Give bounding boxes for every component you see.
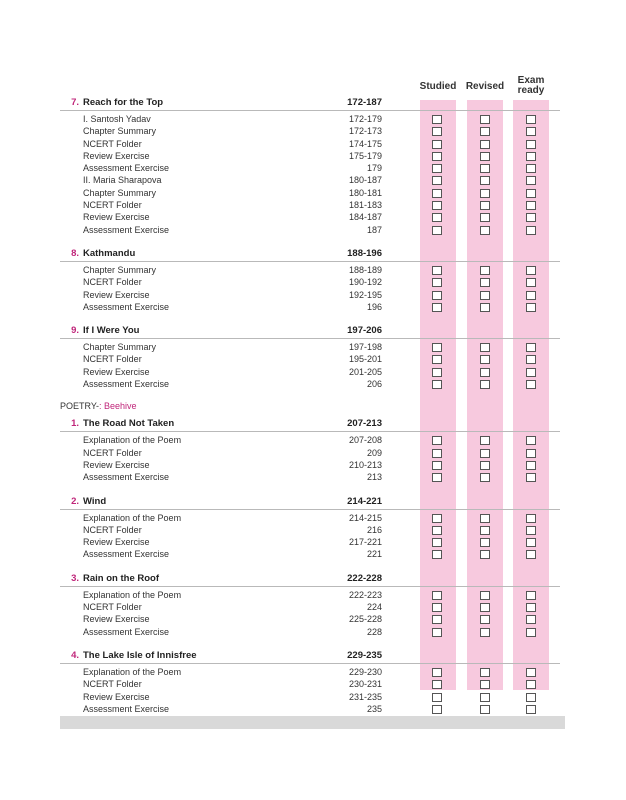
list-item (60, 704, 560, 716)
list-item (60, 692, 560, 704)
topic-pages: 206 (366, 379, 382, 390)
exam-ready-checkbox[interactable] (526, 152, 536, 161)
studied-checkbox[interactable] (432, 152, 442, 161)
topic-label: Explanation of the Poem (83, 589, 182, 600)
list-item (60, 513, 560, 525)
topic-label: Assessment Exercise (83, 549, 170, 560)
exam-ready-checkbox[interactable] (526, 266, 536, 275)
topic-label: Review Exercise (83, 537, 150, 548)
topic-label: Review Exercise (83, 150, 150, 161)
chapter-page-range: 229-235 (347, 649, 382, 661)
chapter-heading (60, 246, 560, 262)
studied-checkbox[interactable] (432, 668, 442, 677)
revised-checkbox[interactable] (480, 538, 490, 547)
list-item (60, 549, 560, 561)
revised-checkbox[interactable] (480, 591, 490, 600)
exam-ready-checkbox[interactable] (526, 526, 536, 535)
revised-checkbox[interactable] (480, 668, 490, 677)
chapter (60, 323, 560, 391)
revised-checkbox[interactable] (480, 176, 490, 185)
exam-ready-checkbox[interactable] (526, 176, 536, 185)
list-item (60, 472, 560, 484)
topic-label: Chapter Summary (83, 264, 157, 275)
topic-label: Chapter Summary (83, 342, 157, 353)
chapter-title: Kathmandu (83, 247, 136, 259)
topic-pages: 207-208 (348, 435, 382, 446)
topic-pages: 224 (366, 602, 382, 613)
topic-pages: 180-187 (348, 175, 382, 186)
list-item (60, 627, 560, 639)
chapter-title: The Lake Isle of Innisfree (83, 649, 197, 661)
topic-label: Review Exercise (83, 459, 150, 470)
studied-checkbox[interactable] (432, 355, 442, 364)
topic-pages: 180-181 (348, 187, 382, 198)
chapter (60, 571, 560, 639)
topic-label: Review Exercise (83, 212, 150, 223)
contents-list (60, 95, 560, 725)
chapter-heading (60, 95, 560, 111)
exam-ready-checkbox[interactable] (526, 140, 536, 149)
list-item (60, 342, 560, 354)
revised-checkbox[interactable] (480, 226, 490, 235)
poetry-chapters (60, 416, 560, 716)
list-item (60, 139, 560, 151)
exam-ready-checkbox[interactable] (526, 668, 536, 677)
topic-pages: 217-221 (348, 537, 382, 548)
list-item (60, 212, 560, 224)
footer-bar (60, 716, 565, 729)
topic-label: Review Exercise (83, 614, 150, 625)
list-item (60, 225, 560, 237)
topic-label: II. Maria Sharapova (83, 175, 162, 186)
topic-pages: 192-195 (348, 289, 382, 300)
studied-checkbox[interactable] (432, 538, 442, 547)
studied-checkbox[interactable] (432, 591, 442, 600)
topic-pages: 225-228 (348, 614, 382, 625)
chapter-page-range: 214-221 (347, 495, 382, 507)
revised-checkbox[interactable] (480, 514, 490, 523)
studied-checkbox[interactable] (432, 164, 442, 173)
chapter-heading (60, 323, 560, 339)
list-item (60, 126, 560, 138)
chapter-number: 4. (71, 649, 79, 661)
revised-checkbox[interactable] (480, 303, 490, 312)
revised-checkbox[interactable] (480, 213, 490, 222)
chapter-number: 8. (71, 247, 79, 259)
revised-checkbox[interactable] (480, 152, 490, 161)
exam-ready-checkbox[interactable] (526, 436, 536, 445)
studied-checkbox[interactable] (432, 449, 442, 458)
topic-pages: 190-192 (348, 277, 382, 288)
exam-ready-checkbox[interactable] (526, 127, 536, 136)
studied-header: Studied (419, 81, 457, 92)
topic-label: NCERT Folder (83, 679, 142, 690)
studied-checkbox[interactable] (432, 550, 442, 559)
revised-checkbox[interactable] (480, 380, 490, 389)
chapter-title: If I Were You (83, 325, 140, 337)
exam-ready-checkbox[interactable] (526, 368, 536, 377)
list-item (60, 114, 560, 126)
chapter-number: 2. (71, 495, 79, 507)
studied-checkbox[interactable] (432, 127, 442, 136)
exam-ready-header-line2: ready (517, 85, 545, 96)
chapter (60, 246, 560, 314)
topic-label: Review Exercise (83, 691, 150, 702)
exam-ready-checkbox[interactable] (526, 278, 536, 287)
prose-chapters (60, 95, 560, 391)
topic-pages: 221 (366, 549, 382, 560)
studied-checkbox[interactable] (432, 628, 442, 637)
topic-pages: 235 (366, 703, 382, 714)
revised-checkbox[interactable] (480, 266, 490, 275)
topic-label: I. Santosh Yadav (83, 114, 151, 124)
revised-checkbox[interactable] (480, 189, 490, 198)
poetry-section-label (60, 400, 560, 412)
studied-checkbox[interactable] (432, 176, 442, 185)
revised-checkbox[interactable] (480, 127, 490, 136)
chapter-page-range: 188-196 (347, 247, 382, 259)
list-item (60, 367, 560, 379)
topic-label: NCERT Folder (83, 138, 142, 149)
list-item (60, 448, 560, 460)
studied-checkbox[interactable] (432, 368, 442, 377)
revised-checkbox[interactable] (480, 201, 490, 210)
list-item (60, 525, 560, 537)
topic-label: NCERT Folder (83, 447, 142, 458)
revised-checkbox[interactable] (480, 603, 490, 612)
studied-checkbox[interactable] (432, 461, 442, 470)
topic-pages: 201-205 (348, 366, 382, 377)
exam-ready-checkbox[interactable] (526, 603, 536, 612)
exam-ready-checkbox[interactable] (526, 189, 536, 198)
studied-checkbox[interactable] (432, 213, 442, 222)
topic-label: Assessment Exercise (83, 224, 170, 235)
exam-ready-checkbox[interactable] (526, 461, 536, 470)
studied-checkbox[interactable] (432, 343, 442, 352)
revised-checkbox[interactable] (480, 140, 490, 149)
studied-checkbox[interactable] (432, 680, 442, 689)
exam-ready-checkbox[interactable] (526, 291, 536, 300)
chapter-title: Reach for the Top (83, 97, 164, 108)
revised-checkbox[interactable] (480, 473, 490, 482)
topic-pages: 172-173 (348, 126, 382, 137)
list-item (60, 667, 560, 679)
topic-label: NCERT Folder (83, 277, 142, 288)
list-item (60, 188, 560, 200)
topic-label: Chapter Summary (83, 126, 157, 137)
revised-checkbox[interactable] (480, 628, 490, 637)
revised-checkbox[interactable] (480, 368, 490, 377)
exam-ready-checkbox[interactable] (526, 343, 536, 352)
studied-checkbox[interactable] (432, 514, 442, 523)
list-item (60, 435, 560, 447)
studied-checkbox[interactable] (432, 436, 442, 445)
topic-pages: 196 (366, 301, 382, 312)
exam-ready-checkbox[interactable] (526, 164, 536, 173)
list-item (60, 277, 560, 289)
revised-checkbox[interactable] (480, 461, 490, 470)
topic-label: NCERT Folder (83, 602, 142, 613)
chapter-page-range: 222-228 (347, 572, 382, 584)
studied-checkbox[interactable] (432, 140, 442, 149)
list-item (60, 265, 560, 277)
exam-ready-checkbox[interactable] (526, 705, 536, 714)
topic-label: Assessment Exercise (83, 301, 170, 312)
studied-checkbox[interactable] (432, 526, 442, 535)
list-item (60, 679, 560, 691)
studied-checkbox[interactable] (432, 189, 442, 198)
revised-checkbox[interactable] (480, 449, 490, 458)
list-item (60, 354, 560, 366)
topic-pages: 216 (366, 524, 382, 535)
exam-ready-checkbox[interactable] (526, 628, 536, 637)
chapter-title: Rain on the Roof (83, 572, 159, 584)
revised-checkbox[interactable] (480, 693, 490, 702)
list-item (60, 590, 560, 602)
list-item (60, 175, 560, 187)
exam-ready-header-line1: Exam (517, 75, 545, 86)
revised-header: Revised (465, 81, 505, 92)
exam-ready-checkbox[interactable] (526, 473, 536, 482)
list-item (60, 163, 560, 175)
chapter-heading (60, 494, 560, 510)
topic-pages: 174-175 (348, 138, 382, 149)
exam-ready-checkbox[interactable] (526, 449, 536, 458)
revised-checkbox[interactable] (480, 164, 490, 173)
exam-ready-checkbox[interactable] (526, 380, 536, 389)
exam-ready-header (501, 76, 561, 96)
topic-pages: 228 (366, 626, 382, 637)
exam-ready-checkbox[interactable] (526, 591, 536, 600)
chapter-page-range: 197-206 (347, 325, 382, 337)
chapter-number: 3. (71, 572, 79, 584)
revised-checkbox[interactable] (480, 291, 490, 300)
exam-ready-checkbox[interactable] (526, 213, 536, 222)
topic-label: Explanation of the Poem (83, 666, 182, 677)
exam-ready-checkbox[interactable] (526, 201, 536, 210)
list-item (60, 302, 560, 314)
topic-label: Assessment Exercise (83, 626, 170, 637)
studied-checkbox[interactable] (432, 615, 442, 624)
studied-checkbox[interactable] (432, 693, 442, 702)
exam-ready-checkbox[interactable] (526, 355, 536, 364)
studied-checkbox[interactable] (432, 115, 442, 124)
topic-label: Assessment Exercise (83, 163, 170, 174)
revised-checkbox[interactable] (480, 278, 490, 287)
exam-ready-checkbox[interactable] (526, 538, 536, 547)
exam-ready-checkbox[interactable] (526, 226, 536, 235)
topic-pages: 229-230 (348, 666, 382, 677)
topic-pages: 210-213 (348, 459, 382, 470)
topic-pages: 230-231 (348, 679, 382, 690)
studied-checkbox[interactable] (432, 226, 442, 235)
revised-checkbox[interactable] (480, 526, 490, 535)
poetry-section-prefix: POETRY- (60, 401, 100, 412)
topic-pages: 181-183 (348, 200, 382, 211)
chapter-heading (60, 571, 560, 587)
topic-label: Review Exercise (83, 366, 150, 377)
chapter (60, 416, 560, 484)
chapter-number: 9. (71, 325, 79, 337)
topic-pages: 195-201 (348, 354, 382, 365)
revised-checkbox[interactable] (480, 355, 490, 364)
list-item (60, 460, 560, 472)
topic-label: Assessment Exercise (83, 703, 170, 714)
chapter-title: The Road Not Taken (83, 418, 175, 430)
topic-pages: 213 (366, 472, 382, 483)
topic-pages: 188-189 (348, 264, 382, 275)
list-item (60, 200, 560, 212)
list-item (60, 379, 560, 391)
topic-label: Review Exercise (83, 289, 150, 300)
studied-checkbox[interactable] (432, 291, 442, 300)
list-item (60, 602, 560, 614)
topic-label: NCERT Folder (83, 354, 142, 365)
chapter-page-range: 207-213 (347, 418, 382, 430)
topic-pages: 231-235 (348, 691, 382, 702)
chapter-heading (60, 648, 560, 664)
studied-checkbox[interactable] (432, 303, 442, 312)
topic-label: NCERT Folder (83, 200, 142, 211)
studied-checkbox[interactable] (432, 201, 442, 210)
revised-checkbox[interactable] (480, 343, 490, 352)
topic-label: Assessment Exercise (83, 379, 170, 390)
studied-checkbox[interactable] (432, 705, 442, 714)
topic-label: NCERT Folder (83, 524, 142, 535)
list-item (60, 614, 560, 626)
list-item (60, 290, 560, 302)
chapter-title: Wind (83, 495, 107, 507)
exam-ready-checkbox[interactable] (526, 514, 536, 523)
revised-checkbox[interactable] (480, 615, 490, 624)
chapter (60, 648, 560, 716)
topic-label: Assessment Exercise (83, 472, 170, 483)
exam-ready-checkbox[interactable] (526, 115, 536, 124)
poetry-section-suffix: : Beehive (99, 401, 137, 412)
exam-ready-checkbox[interactable] (526, 615, 536, 624)
chapter (60, 95, 560, 237)
revised-checkbox[interactable] (480, 436, 490, 445)
studied-checkbox[interactable] (432, 266, 442, 275)
revised-checkbox[interactable] (480, 680, 490, 689)
topic-pages: 222-223 (348, 589, 382, 600)
exam-ready-checkbox[interactable] (526, 550, 536, 559)
topic-pages: 187 (366, 224, 382, 235)
chapter-number: 7. (71, 97, 79, 108)
topic-label: Explanation of the Poem (83, 435, 182, 446)
topic-pages: 184-187 (348, 212, 382, 223)
revised-checkbox[interactable] (480, 115, 490, 124)
chapter-number: 1. (71, 418, 79, 430)
studied-checkbox[interactable] (432, 473, 442, 482)
exam-ready-checkbox[interactable] (526, 303, 536, 312)
chapter (60, 494, 560, 562)
chapter-page-range: 172-187 (347, 97, 382, 108)
topic-pages: 179 (366, 163, 382, 174)
topic-pages: 214-215 (348, 512, 382, 523)
list-item (60, 151, 560, 163)
topic-pages: 209 (366, 447, 382, 458)
revised-checkbox[interactable] (480, 550, 490, 559)
studied-checkbox[interactable] (432, 380, 442, 389)
studied-checkbox[interactable] (432, 603, 442, 612)
exam-ready-checkbox[interactable] (526, 680, 536, 689)
topic-pages: 197-198 (348, 342, 382, 353)
topic-pages: 175-179 (348, 150, 382, 161)
topic-pages: 172-179 (348, 114, 382, 124)
chapter-heading (60, 416, 560, 432)
list-item (60, 537, 560, 549)
topic-label: Explanation of the Poem (83, 512, 182, 523)
exam-ready-checkbox[interactable] (526, 693, 536, 702)
revised-checkbox[interactable] (480, 705, 490, 714)
topic-label: Chapter Summary (83, 187, 157, 198)
studied-checkbox[interactable] (432, 278, 442, 287)
